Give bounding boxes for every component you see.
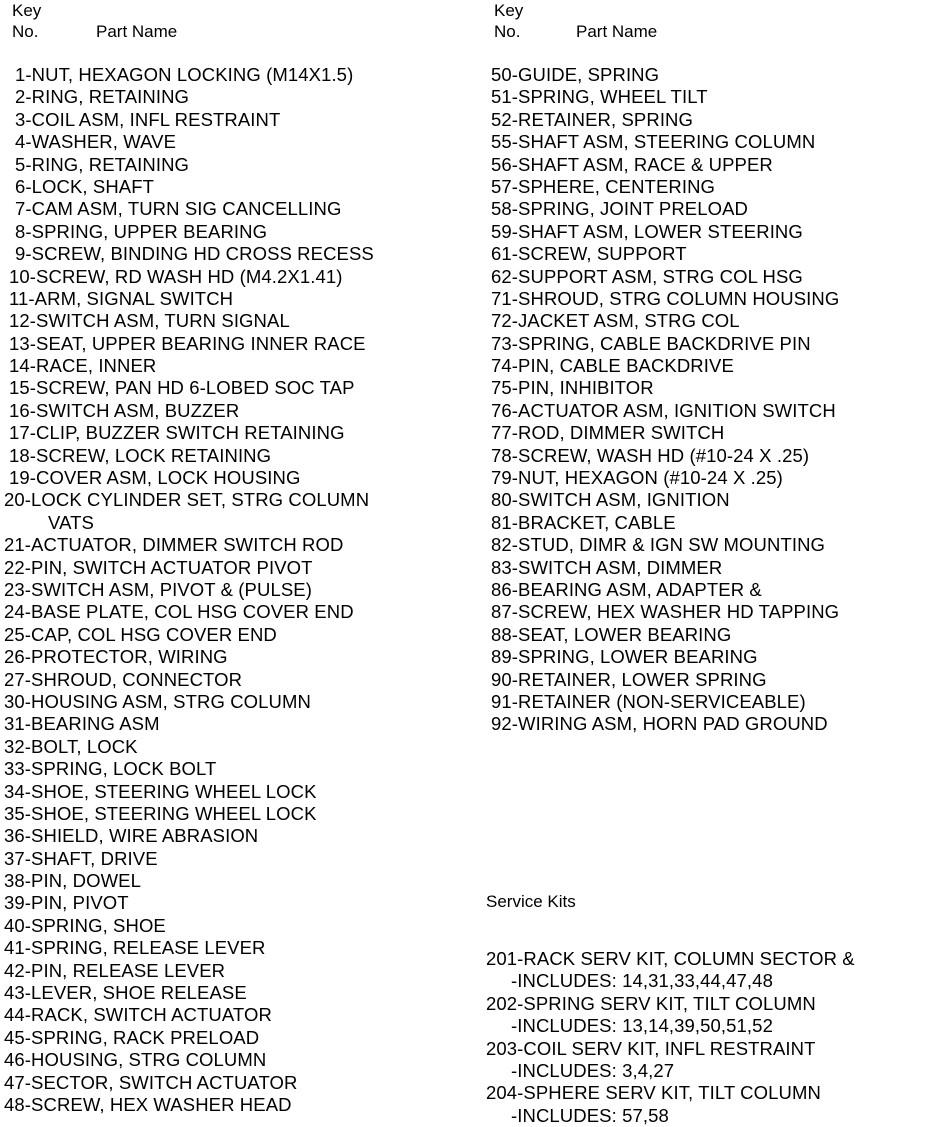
list-item: 30-HOUSING ASM, STRG COLUMN	[4, 690, 311, 712]
service-kits-list	[486, 948, 855, 1127]
list-item: 78-SCREW, WASH HD (#10-24 X .25)	[491, 444, 810, 466]
list-item: 90-RETAINER, LOWER SPRING	[491, 668, 767, 690]
no-label: No.	[494, 22, 521, 41]
list-item: 48-SCREW, HEX WASHER HEAD	[4, 1093, 292, 1115]
kit-item: 204-SPHERE SERV KIT, TILT COLUMN	[486, 1082, 821, 1104]
list-item: 15-SCREW, PAN HD 6-LOBED SOC TAP	[9, 377, 355, 399]
list-item: 82-STUD, DIMR & IGN SW MOUNTING	[491, 534, 826, 556]
list-item: 59-SHAFT ASM, LOWER STEERING	[491, 220, 803, 242]
list-item: 11-ARM, SIGNAL SWITCH	[9, 287, 234, 309]
list-item: 20-LOCK CYLINDER SET, STRG COLUMN	[4, 489, 370, 511]
list-item: 72-JACKET ASM, STRG COL	[491, 310, 740, 332]
list-item: 8-SPRING, UPPER BEARING	[15, 220, 268, 242]
list-item: 62-SUPPORT ASM, STRG COL HSG	[491, 265, 803, 287]
list-item: 19-COVER ASM, LOCK HOUSING	[9, 467, 301, 489]
list-item: 81-BRACKET, CABLE	[491, 511, 676, 533]
list-item: 3-COIL ASM, INFL RESTRAINT	[15, 108, 281, 130]
part-name-label: Part Name	[96, 22, 178, 41]
part-name-label: Part Name	[576, 22, 658, 41]
list-item: 87-SCREW, HEX WASHER HD TAPPING	[491, 601, 840, 623]
list-item: 91-RETAINER (NON-SERVICEABLE)	[491, 690, 806, 712]
right-column	[486, 0, 926, 1126]
list-item: 74-PIN, CABLE BACKDRIVE	[491, 355, 734, 377]
list-item: 22-PIN, SWITCH ACTUATOR PIVOT	[4, 556, 313, 578]
key-label: Key	[12, 1, 42, 20]
list-item: 14-RACE, INNER	[9, 355, 157, 377]
list-item: 57-SPHERE, CENTERING	[491, 175, 716, 197]
kit-item: 202-SPRING SERV KIT, TILT COLUMN	[486, 992, 816, 1014]
list-item-continuation: VATS	[48, 511, 94, 533]
list-item: 76-ACTUATOR ASM, IGNITION SWITCH	[491, 399, 836, 421]
list-item: 9-SCREW, BINDING HD CROSS RECESS	[15, 243, 374, 265]
key-label: Key	[494, 1, 524, 20]
list-item: 88-SEAT, LOWER BEARING	[491, 623, 732, 645]
list-item: 31-BEARING ASM	[4, 713, 160, 735]
list-item: 35-SHOE, STEERING WHEEL LOCK	[4, 802, 317, 824]
list-item: 56-SHAFT ASM, RACE & UPPER	[491, 153, 773, 175]
left-header	[4, 0, 474, 52]
list-item: 43-LEVER, SHOE RELEASE	[4, 982, 247, 1004]
list-item: 1-NUT, HEXAGON LOCKING (M14X1.5)	[15, 64, 354, 85]
list-item: 18-SCREW, LOCK RETAINING	[9, 444, 272, 466]
list-item: 47-SECTOR, SWITCH ACTUATOR	[4, 1071, 298, 1093]
list-item: 23-SWITCH ASM, PIVOT & (PULSE)	[4, 578, 312, 600]
left-column	[4, 0, 474, 1116]
list-item: 10-SCREW, RD WASH HD (M4.2X1.41)	[9, 265, 343, 287]
list-item: 71-SHROUD, STRG COLUMN HOUSING	[491, 287, 840, 309]
list-item: 7-CAM ASM, TURN SIG CANCELLING	[15, 198, 342, 220]
kit-item: 201-RACK SERV KIT, COLUMN SECTOR &	[486, 948, 855, 969]
list-item: 38-PIN, DOWEL	[4, 870, 141, 892]
list-item: 2-RING, RETAINING	[15, 86, 190, 108]
list-item: 5-RING, RETAINING	[15, 153, 190, 175]
right-header	[486, 0, 926, 52]
list-item: 37-SHAFT, DRIVE	[4, 847, 158, 869]
list-item: 16-SWITCH ASM, BUZZER	[9, 399, 240, 421]
no-label: No.	[12, 22, 39, 41]
list-item: 92-WIRING ASM, HORN PAD GROUND	[491, 713, 828, 735]
kit-includes: -INCLUDES: 13,14,39,50,51,52	[511, 1015, 773, 1037]
list-item: 40-SPRING, SHOE	[4, 914, 166, 936]
list-item: 45-SPRING, RACK PRELOAD	[4, 1026, 260, 1048]
list-item: 86-BEARING ASM, ADAPTER &	[491, 578, 762, 600]
list-item: 79-NUT, HEXAGON (#10-24 X .25)	[491, 467, 783, 489]
list-item: 25-CAP, COL HSG COVER END	[4, 623, 277, 645]
list-item: 26-PROTECTOR, WIRING	[4, 646, 228, 668]
service-kits-title: Service Kits	[486, 892, 576, 911]
list-item: 51-SPRING, WHEEL TILT	[491, 86, 708, 108]
list-item: 24-BASE PLATE, COL HSG COVER END	[4, 601, 354, 623]
kit-includes: -INCLUDES: 3,4,27	[511, 1059, 675, 1081]
list-item: 46-HOUSING, STRG COLUMN	[4, 1049, 267, 1071]
list-item: 77-ROD, DIMMER SWITCH	[491, 422, 725, 444]
left-parts-list	[4, 64, 474, 1116]
right-parts-list	[486, 64, 926, 736]
list-item: 44-RACK, SWITCH ACTUATOR	[4, 1004, 272, 1026]
list-item: 34-SHOE, STEERING WHEEL LOCK	[4, 780, 317, 802]
list-item: 58-SPRING, JOINT PRELOAD	[491, 198, 749, 220]
list-item: 4-WASHER, WAVE	[15, 131, 177, 153]
list-item: 75-PIN, INHIBITOR	[491, 377, 654, 399]
list-item: 6-LOCK, SHAFT	[15, 175, 155, 197]
list-item: 13-SEAT, UPPER BEARING INNER RACE	[9, 332, 366, 354]
list-item: 61-SCREW, SUPPORT	[491, 243, 687, 265]
kit-item: 203-COIL SERV KIT, INFL RESTRAINT	[486, 1037, 816, 1059]
list-item: 80-SWITCH ASM, IGNITION	[491, 489, 730, 511]
list-item: 32-BOLT, LOCK	[4, 735, 138, 757]
list-item: 39-PIN, PIVOT	[4, 892, 129, 914]
list-item: 41-SPRING, RELEASE LEVER	[4, 937, 266, 959]
list-item: 27-SHROUD, CONNECTOR	[4, 668, 243, 690]
list-item: 83-SWITCH ASM, DIMMER	[491, 556, 723, 578]
list-item: 36-SHIELD, WIRE ABRASION	[4, 825, 259, 847]
list-item: 55-SHAFT ASM, STEERING COLUMN	[491, 131, 816, 153]
list-item: 52-RETAINER, SPRING	[491, 108, 694, 130]
kit-includes: -INCLUDES: 14,31,33,44,47,48	[511, 970, 773, 992]
list-item: 21-ACTUATOR, DIMMER SWITCH ROD	[4, 534, 344, 556]
list-item: 33-SPRING, LOCK BOLT	[4, 758, 217, 780]
list-item: 50-GUIDE, SPRING	[491, 64, 660, 85]
list-item: 89-SPRING, LOWER BEARING	[491, 646, 758, 668]
list-item: 42-PIN, RELEASE LEVER	[4, 959, 226, 981]
list-item: 73-SPRING, CABLE BACKDRIVE PIN	[491, 332, 811, 354]
list-item: 12-SWITCH ASM, TURN SIGNAL	[9, 310, 290, 332]
list-item: 17-CLIP, BUZZER SWITCH RETAINING	[9, 422, 345, 444]
kit-includes: -INCLUDES: 57,58	[511, 1104, 669, 1126]
